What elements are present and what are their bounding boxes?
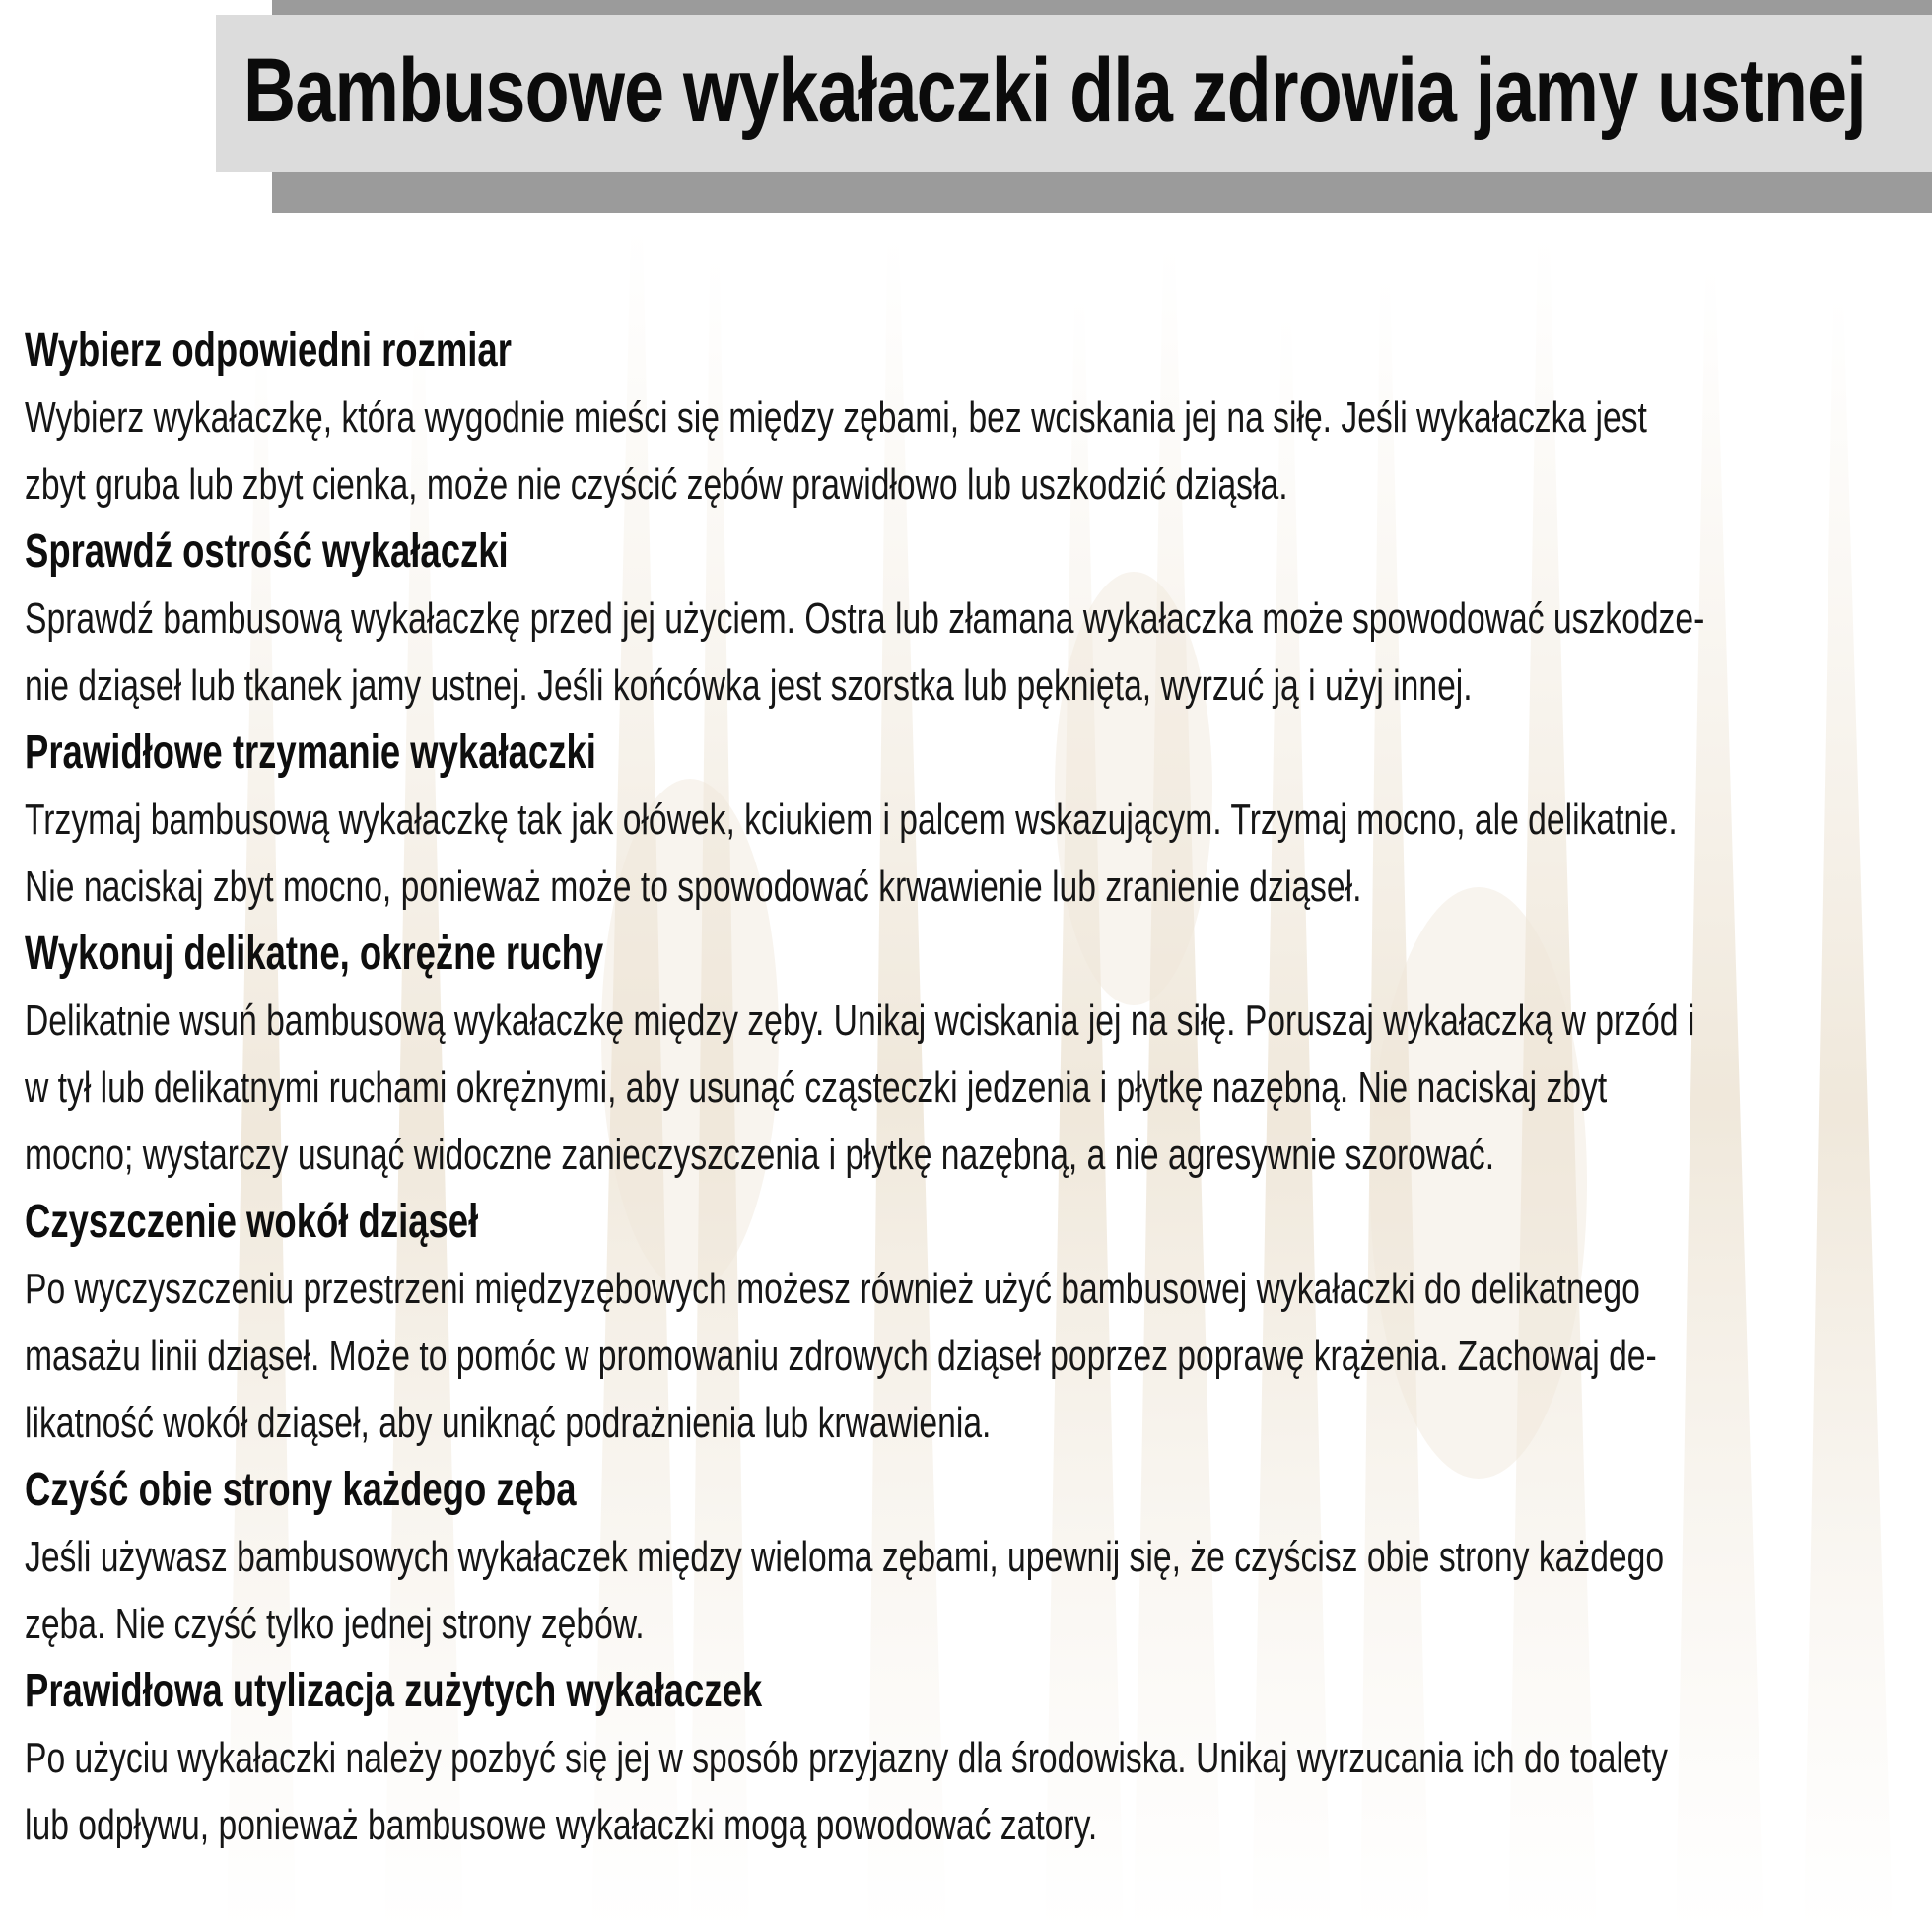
section-heading: Wybierz odpowiedni rozmiar <box>25 324 512 377</box>
paragraph-line: zbyt gruba lub zbyt cienka, może nie czyścić zębów prawidłowo lub uszkodzić dziąsła. <box>25 460 1288 509</box>
paragraph-line: masażu linii dziąseł. Może to pomóc w promowaniu zdrowych dziąseł poprzez poprawę krążenia. Zachowaj de- <box>25 1332 1657 1380</box>
paragraph-line: likatność wokół dziąseł, aby uniknąć podrażnienia lub krwawienia. <box>25 1399 992 1447</box>
section-heading: Prawidłowe trzymanie wykałaczki <box>25 726 596 779</box>
paragraph-line: Wybierz wykałaczkę, która wygodnie mieści się między zębami, bez wciskania jej na siłę. Jeśli wykałaczka jest <box>25 393 1647 442</box>
section-heading: Wykonuj delikatne, okrężne ruchy <box>25 928 604 980</box>
section-both-sides <box>25 1457 1917 1658</box>
paragraph-line: Trzymaj bambusową wykałaczkę tak jak ołówek, kciukiem i palcem wskazującym. Trzymaj mocno, ale delikatnie. <box>25 795 1678 844</box>
paragraph-line: Sprawdź bambusową wykałaczkę przed jej użyciem. Ostra lub złamana wykałaczka może spowodować uszkodze- <box>25 594 1705 643</box>
paragraph-line: mocno; wystarczy usunąć widoczne zanieczyszczenia i płytkę nazębną, a nie agresywnie szorować. <box>25 1131 1495 1179</box>
section-heading: Czyść obie strony każdego zęba <box>25 1464 577 1516</box>
section-heading: Czyszczenie wokół dziąseł <box>25 1196 479 1248</box>
section-paragraph <box>25 384 1834 518</box>
paragraph-line: nie dziąseł lub tkanek jamy ustnej. Jeśli końcówka jest szorstka lub pęknięta, wyrzuć ją i użyj innej. <box>25 661 1473 710</box>
page-title: Bambusowe wykałaczki dla zdrowia jamy ustnej <box>243 40 1866 141</box>
section-proper-grip <box>25 720 1917 921</box>
section-paragraph <box>25 1725 1834 1859</box>
section-paragraph <box>25 1256 1834 1457</box>
title-banner <box>216 15 1932 172</box>
paragraph-line: w tył lub delikatnymi ruchami okrężnymi, aby usunąć cząsteczki jedzenia i płytkę nazębną. Nie naciskaj zbyt <box>25 1064 1608 1112</box>
section-check-sharpness <box>25 518 1917 720</box>
section-choose-size <box>25 317 1917 518</box>
section-paragraph <box>25 586 1834 720</box>
paragraph-line: Delikatnie wsuń bambusową wykałaczkę między zęby. Unikaj wciskania jej na siłę. Poruszaj wykałaczką w przód i <box>25 997 1695 1045</box>
section-heading: Sprawdź ostrość wykałaczki <box>25 525 509 578</box>
article-body <box>25 317 1917 1859</box>
paragraph-line: Jeśli używasz bambusowych wykałaczek między wieloma zębami, upewnij się, że czyścisz obie strony każdego <box>25 1533 1665 1581</box>
paragraph-line: Po wyczyszczeniu przestrzeni międzyzębowych możesz również użyć bambusowej wykałaczki do delikatnego <box>25 1265 1640 1313</box>
paragraph-line: lub odpływu, ponieważ bambusowe wykałaczki mogą powodować zatory. <box>25 1801 1098 1849</box>
section-paragraph <box>25 1524 1834 1658</box>
section-paragraph <box>25 988 1834 1189</box>
section-gentle-motions <box>25 921 1917 1189</box>
paragraph-line: Po użyciu wykałaczki należy pozbyć się jej w sposób przyjazny dla środowiska. Unikaj wyrzucania ich do toalety <box>25 1734 1668 1782</box>
paragraph-line: zęba. Nie czyść tylko jednej strony zębów. <box>25 1600 645 1648</box>
section-heading: Prawidłowa utylizacja zużytych wykałaczek <box>25 1665 763 1717</box>
section-disposal <box>25 1658 1917 1859</box>
paragraph-line: Nie naciskaj zbyt mocno, ponieważ może to spowodować krwawienie lub zranienie dziąseł. <box>25 862 1362 911</box>
section-gum-cleaning <box>25 1189 1917 1457</box>
section-paragraph <box>25 787 1834 921</box>
